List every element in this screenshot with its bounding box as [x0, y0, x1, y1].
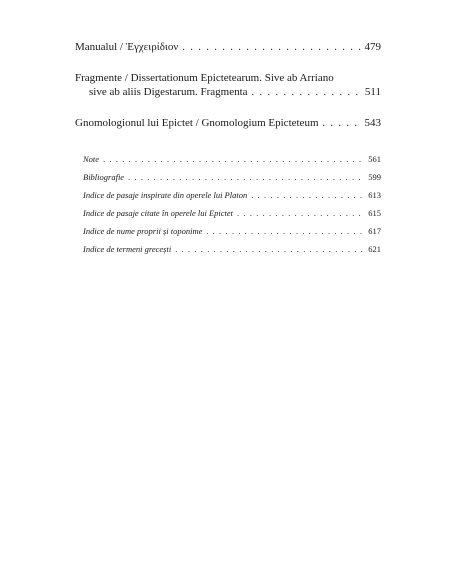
toc-entry-title: Fragmente / Dissertationum Epictetearum. Sive ab Arriano: [75, 72, 334, 84]
toc-sub-entry-title: Indice de pasaje inspirate din operele lui Platon: [83, 190, 248, 200]
toc-sub-entry-page: 617: [368, 226, 381, 236]
toc-sub-entry-title: Indice de nume proprii și toponime: [83, 226, 203, 236]
toc-sub-entry: [83, 207, 381, 220]
dot-leader: [128, 172, 364, 184]
dot-leader: [206, 226, 364, 238]
toc-sub-entry-page: 613: [368, 190, 381, 200]
dot-leader: [103, 154, 364, 166]
dot-leader: [175, 244, 364, 256]
toc-entry-page: 543: [364, 117, 381, 129]
toc-sub-entry: [83, 189, 381, 202]
toc-entry-page: 511: [364, 86, 381, 98]
dot-leader: [251, 190, 364, 202]
toc-entry-title: Gnomologionul lui Epictet / Gnomologium Epicteteum: [75, 117, 319, 129]
dot-leader: [237, 208, 364, 220]
toc-sub-entry: [83, 225, 381, 238]
toc-sub-entry-title: Note: [83, 154, 100, 164]
toc-entry-page: 479: [364, 41, 381, 53]
toc-sub-entry-page: 621: [368, 244, 381, 254]
toc-sub-entry-title: Indice de pasaje citate în operele lui Epictet: [83, 208, 234, 218]
dot-leader: [252, 86, 361, 100]
toc-sub-entry-page: 599: [368, 172, 381, 182]
toc-entry-fragmente: [75, 71, 381, 100]
toc-sub-entry: [83, 243, 381, 256]
toc-sub-entry-title: Indice de termeni grecești: [83, 244, 172, 254]
dot-leader: [323, 117, 361, 131]
toc-entry-title: Manualul / Ἐγχειρίδιον: [75, 41, 179, 53]
toc-sub-entry: [83, 153, 381, 166]
toc-sub-entry-title: Bibliografie: [83, 172, 125, 182]
toc-sub-entry-page: 615: [368, 208, 381, 218]
toc-entry-gnomologionul: [75, 116, 381, 131]
toc-sub-entry: [83, 171, 381, 184]
toc-entry-title-continued: sive ab aliis Digestarum. Fragmenta: [89, 86, 248, 98]
toc-appendix-list: [75, 153, 381, 256]
toc-sub-entry-page: 561: [368, 154, 381, 164]
table-of-contents: [75, 40, 381, 261]
dot-leader: [182, 41, 360, 55]
toc-entry-manualul: [75, 40, 381, 55]
